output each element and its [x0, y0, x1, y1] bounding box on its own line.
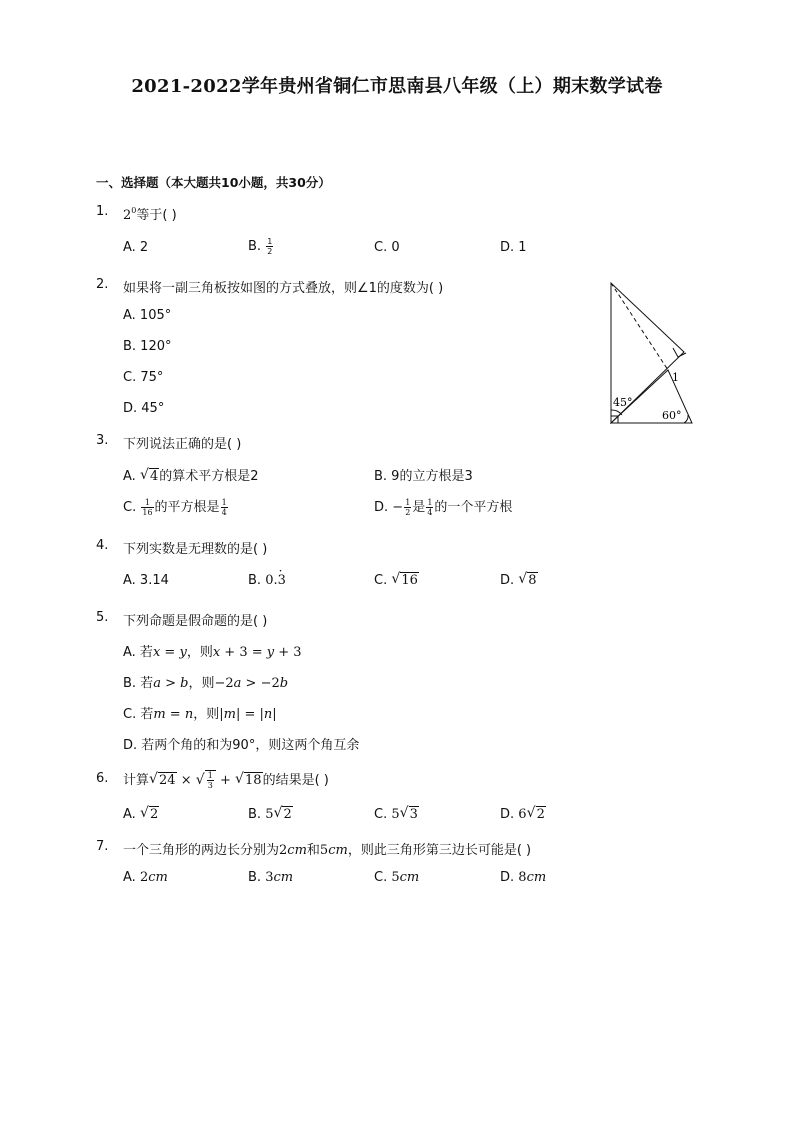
option-label: C. — [123, 500, 137, 515]
radical-sign-icon: √ — [235, 771, 244, 787]
question-text: 下列实数是无理数的是( ) — [123, 542, 268, 557]
option-label: C. — [374, 870, 388, 885]
option-text: 的算术平方根是2 — [159, 469, 259, 484]
option-b — [123, 672, 288, 691]
math-op: > — [160, 676, 181, 691]
math-number: 5 — [319, 843, 329, 858]
option-label: A. — [123, 870, 136, 885]
sqrt — [140, 469, 159, 484]
math-var: m — [223, 707, 236, 722]
option-text: 是 — [412, 500, 426, 515]
option-a — [123, 807, 159, 822]
option-a: A. 105° — [123, 308, 172, 323]
denominator: 3 — [207, 781, 213, 790]
option-a — [123, 870, 168, 885]
decimal-int: 0. — [265, 573, 278, 588]
angle-label-1: 1 — [672, 371, 679, 384]
math-unit: cm — [526, 870, 547, 885]
math-unit: cm — [328, 843, 348, 858]
fraction — [141, 498, 153, 517]
question-number: 5. — [96, 610, 109, 625]
sqrt — [273, 807, 292, 822]
denominator: 2 — [267, 247, 273, 256]
radicand: 8 — [528, 573, 537, 588]
angle-label-45: 45° — [613, 396, 633, 409]
option-b — [248, 573, 286, 588]
numerator: 1 — [405, 498, 411, 507]
question-prefix: 一个三角形的两边长分别为 — [123, 843, 280, 858]
fraction — [426, 498, 433, 517]
option-label: A. — [123, 807, 136, 822]
math-var: n — [184, 707, 194, 722]
dashed-line — [611, 283, 668, 370]
option-label: C. — [374, 573, 388, 588]
math-op: = — [160, 645, 180, 660]
option-d — [500, 870, 546, 885]
numerator: 1 — [141, 498, 153, 508]
math-var: m — [153, 707, 166, 722]
radicand: 16 — [401, 573, 418, 588]
minus-sign: − — [392, 500, 404, 515]
option-label: B. — [248, 807, 262, 822]
radicand: 2 — [536, 807, 545, 822]
math-number: 2 — [139, 870, 149, 885]
question-text: 下列命题是假命题的是( ) — [123, 614, 268, 629]
question-tail: ，则此三角形第三边长可能是( ) — [347, 843, 532, 858]
math-var: a — [233, 676, 242, 691]
radical-sign-icon: √ — [139, 805, 149, 821]
radical-sign-icon: √ — [526, 805, 536, 821]
math-unit: cm — [273, 870, 294, 885]
option-label: D. — [500, 807, 515, 822]
angle-label-60: 60° — [662, 409, 682, 422]
math-op: + 3 — [274, 645, 302, 660]
question-number: 7. — [96, 839, 109, 854]
denominator: 16 — [142, 508, 153, 517]
option-label: B. — [248, 870, 262, 885]
option-label: C. — [374, 807, 388, 822]
fraction — [266, 237, 273, 256]
radicand: 2 — [283, 807, 292, 822]
math-unit: cm — [287, 843, 307, 858]
option-a — [123, 641, 302, 660]
sqrt — [400, 807, 419, 822]
coefficient: 5 — [265, 807, 274, 822]
question-number: 4. — [96, 538, 109, 553]
math-var: y — [179, 645, 187, 660]
question-number: 3. — [96, 433, 109, 448]
radical-sign-icon: √ — [195, 772, 205, 788]
math-op: | = | — [235, 707, 264, 722]
option-c — [374, 807, 419, 822]
sqrt-fraction — [196, 770, 216, 790]
math-var: b — [279, 676, 289, 691]
option-label: D. — [374, 500, 389, 515]
denominator: 4 — [427, 508, 433, 517]
option-text: ，则 — [188, 676, 215, 691]
times-sign: × — [180, 773, 192, 788]
math-unit: cm — [148, 870, 168, 885]
question-mid: 和 — [306, 843, 320, 858]
math-base: 2 — [123, 208, 132, 223]
option-text: ，则 — [193, 707, 220, 722]
question-text — [123, 769, 329, 790]
radicand: 2 — [149, 807, 159, 822]
numerator: 1 — [221, 498, 227, 507]
option-d — [500, 573, 538, 588]
numerator: 1 — [207, 771, 213, 780]
math-op: + 3 = — [220, 645, 267, 660]
question-prefix: 计算 — [123, 773, 150, 788]
option-a: A. 2 — [123, 240, 149, 255]
radical-sign-icon: √ — [149, 771, 158, 787]
math-op: −2 — [214, 676, 234, 691]
option-d: D. 若两个角的和为90°，则这两个角互余 — [123, 738, 360, 753]
math-var: x — [152, 645, 161, 660]
option-c: C. 75° — [123, 370, 164, 385]
math-unit: cm — [399, 870, 420, 885]
sqrt — [149, 773, 177, 788]
question-text: 下列说法正确的是( ) — [123, 437, 242, 452]
math-var: a — [153, 676, 161, 691]
math-exponent: 0 — [131, 206, 137, 215]
fraction — [221, 498, 228, 517]
sqrt — [235, 773, 263, 788]
option-b — [248, 870, 293, 885]
sqrt — [527, 807, 546, 822]
math-op: > −2 — [241, 676, 280, 691]
option-d: D. 45° — [123, 401, 165, 416]
fraction — [404, 498, 411, 517]
question-text — [123, 204, 177, 223]
option-d — [500, 807, 546, 822]
math-var: b — [180, 676, 189, 691]
question-number: 6. — [96, 771, 109, 786]
radical-sign-icon: √ — [391, 571, 401, 587]
page-title: 2021-2022学年贵州省铜仁市思南县八年级（上）期末数学试卷 — [131, 76, 663, 97]
math-op: | — [219, 707, 224, 722]
section-heading: 一、选择题（本大题共10小题，共30分） — [96, 175, 331, 190]
option-c — [123, 496, 229, 517]
option-c — [123, 703, 277, 722]
option-text: ，则 — [186, 645, 213, 660]
question-number: 1. — [96, 204, 109, 219]
option-b: B. 120° — [123, 339, 172, 354]
option-d: D. 1 — [500, 240, 527, 255]
option-label: A. 若 — [123, 645, 153, 660]
radicand: 18 — [245, 773, 262, 788]
math-number: 3 — [265, 870, 274, 885]
option-b — [248, 807, 293, 822]
option-label: D. — [500, 573, 515, 588]
numerator: 1 — [267, 237, 273, 246]
option-text: 的一个平方根 — [434, 500, 513, 515]
fraction — [207, 771, 214, 790]
math-var: y — [266, 645, 275, 660]
radicand: 24 — [159, 773, 176, 788]
option-label: A. — [123, 469, 136, 484]
coefficient: 5 — [391, 807, 400, 822]
option-b — [248, 237, 274, 256]
denominator: 4 — [221, 508, 227, 517]
option-a — [123, 465, 259, 484]
math-op: | — [272, 707, 277, 722]
math-number: 2 — [279, 843, 288, 858]
question-text — [123, 839, 531, 858]
question-number: 2. — [96, 277, 109, 292]
option-d — [374, 496, 512, 517]
math-number: 8 — [518, 870, 527, 885]
option-c — [374, 573, 419, 588]
sqrt — [140, 807, 159, 822]
radical-sign-icon: √ — [399, 805, 409, 821]
denominator: 2 — [405, 508, 411, 517]
radicand: 3 — [409, 807, 418, 822]
radical-sign-icon: √ — [139, 467, 149, 483]
numerator: 1 — [427, 498, 433, 507]
option-label: C. 若 — [123, 707, 154, 722]
angle-arc-60 — [684, 415, 688, 423]
question-tail: 等于( ) — [136, 208, 177, 223]
math-var: x — [212, 645, 221, 660]
option-label: B. 若 — [123, 676, 154, 691]
option-a: A. 3.14 — [123, 573, 169, 588]
question-tail: 的结果是( ) — [262, 773, 329, 788]
option-label: D. — [500, 870, 515, 885]
sqrt — [518, 573, 537, 588]
repeating-digit: 3 · — [278, 573, 286, 588]
option-text: 的平方根是 — [154, 500, 220, 515]
option-c — [374, 870, 419, 885]
math-op: = — [165, 707, 185, 722]
option-c: C. 0 — [374, 240, 400, 255]
radicand: 4 — [149, 469, 159, 484]
coefficient: 6 — [518, 807, 527, 822]
option-label: B. — [248, 573, 262, 588]
triangle-figure — [600, 276, 700, 428]
question-text: 如果将一副三角板按如图的方式叠放，则∠1的度数为( ) — [123, 281, 444, 296]
plus-sign: + — [219, 773, 231, 788]
option-b: B. 9的立方根是3 — [374, 469, 473, 484]
math-number: 5 — [391, 870, 400, 885]
option-label: B. — [248, 239, 262, 254]
radical-sign-icon: √ — [518, 571, 528, 587]
math-var: n — [263, 707, 273, 722]
sqrt — [391, 573, 419, 588]
radical-sign-icon: √ — [273, 805, 283, 821]
